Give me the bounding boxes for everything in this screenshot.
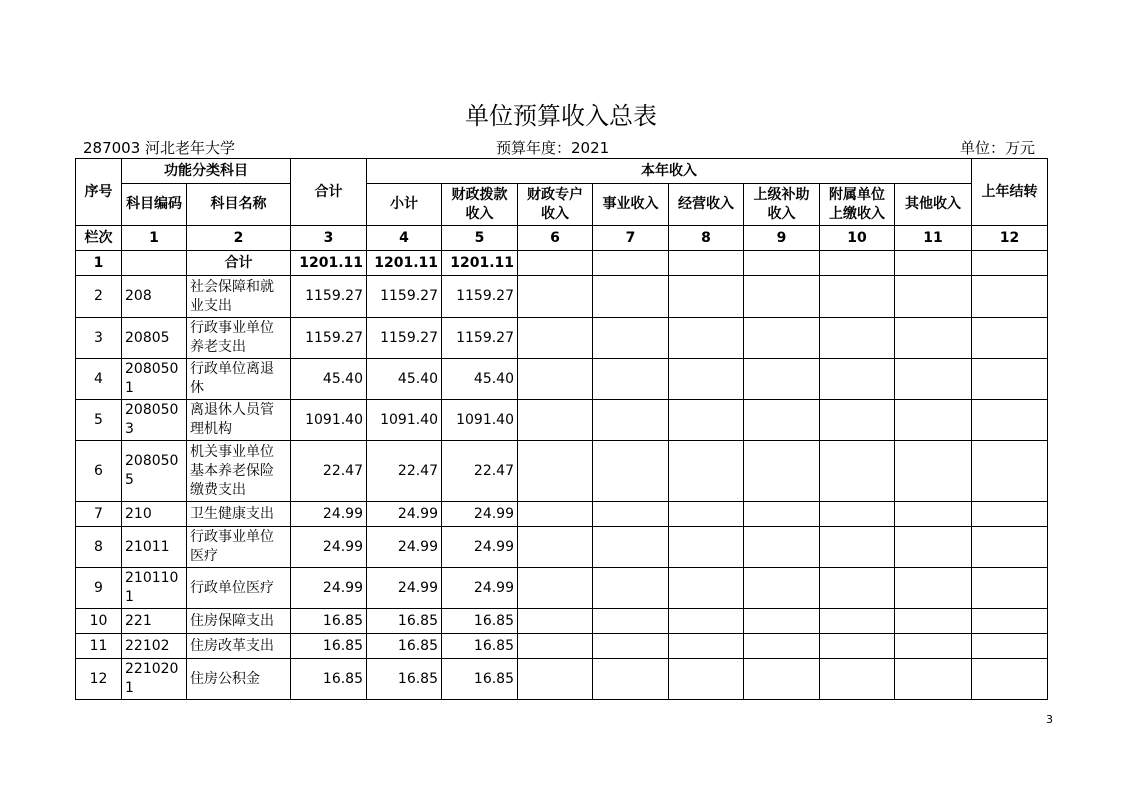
empty-cell <box>593 634 669 659</box>
empty-cell <box>744 527 820 568</box>
row-subtotal: 45.40 <box>367 359 442 400</box>
empty-cell <box>593 359 669 400</box>
empty-cell <box>972 251 1048 276</box>
row-subtotal: 16.85 <box>367 659 442 700</box>
page-title: 单位预算收入总表 <box>465 102 657 130</box>
row-seq: 3 <box>76 318 122 359</box>
row-subject-code <box>122 251 187 276</box>
row-fiscal-allocation: 16.85 <box>442 659 518 700</box>
empty-cell <box>744 276 820 318</box>
header-total: 合计 <box>291 159 367 226</box>
empty-cell <box>518 400 593 441</box>
row-subject-code: 22102 <box>122 634 187 659</box>
row-total: 16.85 <box>291 634 367 659</box>
empty-cell <box>669 527 744 568</box>
header-subject-name: 科目名称 <box>187 184 291 226</box>
empty-cell <box>593 527 669 568</box>
table-row <box>76 634 1048 659</box>
row-fiscal-allocation: 24.99 <box>442 527 518 568</box>
row-seq: 9 <box>76 568 122 609</box>
empty-cell <box>744 609 820 634</box>
empty-cell <box>518 568 593 609</box>
row-subject-name: 行政事业单位养老支出 <box>187 318 291 359</box>
row-fiscal-allocation: 45.40 <box>442 359 518 400</box>
column-number: 11 <box>895 226 972 251</box>
row-fiscal-allocation: 1091.40 <box>442 400 518 441</box>
header-subject-code: 科目编码 <box>122 184 187 226</box>
empty-cell <box>820 634 895 659</box>
empty-cell <box>972 634 1048 659</box>
row-subject-code: 2080503 <box>122 400 187 441</box>
table-row <box>76 251 1048 276</box>
table-row <box>76 400 1048 441</box>
page-number: 3 <box>1046 713 1053 726</box>
header-fiscal-special: 财政专户收入 <box>518 184 593 226</box>
empty-cell <box>669 251 744 276</box>
row-seq: 1 <box>76 251 122 276</box>
empty-cell <box>820 400 895 441</box>
empty-cell <box>593 502 669 527</box>
empty-cell <box>972 527 1048 568</box>
empty-cell <box>972 318 1048 359</box>
row-subject-code: 210 <box>122 502 187 527</box>
empty-cell <box>820 251 895 276</box>
row-subtotal: 16.85 <box>367 609 442 634</box>
row-seq: 2 <box>76 276 122 318</box>
empty-cell <box>895 251 972 276</box>
empty-cell <box>593 276 669 318</box>
row-total: 45.40 <box>291 359 367 400</box>
empty-cell <box>972 359 1048 400</box>
empty-cell <box>895 441 972 502</box>
empty-cell <box>744 659 820 700</box>
empty-cell <box>518 251 593 276</box>
empty-cell <box>518 502 593 527</box>
table-row <box>76 659 1048 700</box>
empty-cell <box>669 400 744 441</box>
empty-cell <box>820 659 895 700</box>
empty-cell <box>593 568 669 609</box>
header-subtotal: 小计 <box>367 184 442 226</box>
empty-cell <box>669 359 744 400</box>
row-seq: 6 <box>76 441 122 502</box>
row-subtotal: 24.99 <box>367 502 442 527</box>
empty-cell <box>972 568 1048 609</box>
empty-cell <box>744 441 820 502</box>
row-total: 24.99 <box>291 502 367 527</box>
row-subject-name: 住房保障支出 <box>187 609 291 634</box>
empty-cell <box>669 441 744 502</box>
empty-cell <box>895 527 972 568</box>
empty-cell <box>669 634 744 659</box>
empty-cell <box>972 441 1048 502</box>
empty-cell <box>744 634 820 659</box>
row-seq: 12 <box>76 659 122 700</box>
empty-cell <box>820 359 895 400</box>
row-subject-name: 行政事业单位医疗 <box>187 527 291 568</box>
empty-cell <box>972 609 1048 634</box>
column-number: 3 <box>291 226 367 251</box>
row-subject-name: 社会保障和就业支出 <box>187 276 291 318</box>
empty-cell <box>518 634 593 659</box>
empty-cell <box>972 659 1048 700</box>
empty-cell <box>895 634 972 659</box>
row-seq: 7 <box>76 502 122 527</box>
empty-cell <box>895 400 972 441</box>
empty-cell <box>518 659 593 700</box>
row-total: 1201.11 <box>291 251 367 276</box>
empty-cell <box>744 318 820 359</box>
header-func-class: 功能分类科目 <box>122 159 291 184</box>
row-total: 24.99 <box>291 527 367 568</box>
row-subject-code: 208 <box>122 276 187 318</box>
column-number: 7 <box>593 226 669 251</box>
empty-cell <box>669 318 744 359</box>
row-fiscal-allocation: 22.47 <box>442 441 518 502</box>
currency-unit: 单位：万元 <box>960 139 1036 157</box>
table-row <box>76 441 1048 502</box>
unit-name: 287003 河北老年大学 <box>83 139 236 157</box>
row-subtotal: 24.99 <box>367 527 442 568</box>
row-total: 22.47 <box>291 441 367 502</box>
row-seq: 8 <box>76 527 122 568</box>
header-last-year-balance: 上年结转 <box>972 159 1048 226</box>
row-total: 1091.40 <box>291 400 367 441</box>
empty-cell <box>669 502 744 527</box>
empty-cell <box>669 276 744 318</box>
row-total: 16.85 <box>291 659 367 700</box>
empty-cell <box>895 502 972 527</box>
row-seq: 5 <box>76 400 122 441</box>
row-subject-name: 离退休人员管理机构 <box>187 400 291 441</box>
table-row <box>76 276 1048 318</box>
empty-cell <box>593 441 669 502</box>
empty-cell <box>895 568 972 609</box>
column-number: 6 <box>518 226 593 251</box>
table-body <box>76 251 1048 700</box>
row-subject-name: 住房公积金 <box>187 659 291 700</box>
empty-cell <box>593 251 669 276</box>
empty-cell <box>895 609 972 634</box>
empty-cell <box>593 318 669 359</box>
row-subtotal: 24.99 <box>367 568 442 609</box>
empty-cell <box>518 318 593 359</box>
row-subject-name: 住房改革支出 <box>187 634 291 659</box>
row-fiscal-allocation: 16.85 <box>442 634 518 659</box>
row-fiscal-allocation: 1159.27 <box>442 276 518 318</box>
empty-cell <box>895 276 972 318</box>
row-subject-code: 2080501 <box>122 359 187 400</box>
row-fiscal-allocation: 24.99 <box>442 502 518 527</box>
empty-cell <box>593 659 669 700</box>
row-total: 1159.27 <box>291 318 367 359</box>
row-subject-code: 2210201 <box>122 659 187 700</box>
row-total: 16.85 <box>291 609 367 634</box>
row-fiscal-allocation: 1201.11 <box>442 251 518 276</box>
column-number-label: 栏次 <box>76 226 122 251</box>
row-subject-code: 21011 <box>122 527 187 568</box>
row-subject-code: 2101101 <box>122 568 187 609</box>
row-subject-name: 行政单位离退休 <box>187 359 291 400</box>
empty-cell <box>895 659 972 700</box>
empty-cell <box>820 441 895 502</box>
header-business-income: 事业收入 <box>593 184 669 226</box>
table-row <box>76 568 1048 609</box>
row-total: 24.99 <box>291 568 367 609</box>
row-subtotal: 16.85 <box>367 634 442 659</box>
empty-cell <box>744 400 820 441</box>
row-seq: 11 <box>76 634 122 659</box>
row-subject-name: 机关事业单位基本养老保险缴费支出 <box>187 441 291 502</box>
empty-cell <box>972 502 1048 527</box>
header-operating-income: 经营收入 <box>669 184 744 226</box>
empty-cell <box>820 276 895 318</box>
empty-cell <box>518 359 593 400</box>
row-subtotal: 1091.40 <box>367 400 442 441</box>
empty-cell <box>744 251 820 276</box>
empty-cell <box>895 318 972 359</box>
row-subject-name: 行政单位医疗 <box>187 568 291 609</box>
column-number: 8 <box>669 226 744 251</box>
empty-cell <box>895 359 972 400</box>
table-row <box>76 359 1048 400</box>
column-number: 10 <box>820 226 895 251</box>
empty-cell <box>518 441 593 502</box>
column-number: 5 <box>442 226 518 251</box>
budget-year: 预算年度：2021 <box>496 139 610 157</box>
header-superior-subsidy: 上级补助收入 <box>744 184 820 226</box>
column-number: 9 <box>744 226 820 251</box>
empty-cell <box>518 276 593 318</box>
header-affiliated-payment: 附属单位上缴收入 <box>820 184 895 226</box>
empty-cell <box>669 659 744 700</box>
table-row <box>76 609 1048 634</box>
empty-cell <box>820 527 895 568</box>
empty-cell <box>744 568 820 609</box>
row-fiscal-allocation: 24.99 <box>442 568 518 609</box>
header-current-income: 本年收入 <box>367 159 972 184</box>
row-subtotal: 1159.27 <box>367 276 442 318</box>
row-fiscal-allocation: 16.85 <box>442 609 518 634</box>
empty-cell <box>518 609 593 634</box>
budget-income-table <box>75 158 1048 700</box>
row-fiscal-allocation: 1159.27 <box>442 318 518 359</box>
empty-cell <box>820 318 895 359</box>
row-subtotal: 22.47 <box>367 441 442 502</box>
column-number: 12 <box>972 226 1048 251</box>
header-fiscal-allocation: 财政拨款收入 <box>442 184 518 226</box>
empty-cell <box>972 400 1048 441</box>
row-subject-name: 卫生健康支出 <box>187 502 291 527</box>
column-number: 2 <box>187 226 291 251</box>
row-total: 1159.27 <box>291 276 367 318</box>
row-subject-code: 20805 <box>122 318 187 359</box>
empty-cell <box>820 609 895 634</box>
empty-cell <box>518 527 593 568</box>
row-subject-code: 2080505 <box>122 441 187 502</box>
row-subtotal: 1201.11 <box>367 251 442 276</box>
column-number: 4 <box>367 226 442 251</box>
table-row <box>76 527 1048 568</box>
column-number: 1 <box>122 226 187 251</box>
header-other-income: 其他收入 <box>895 184 972 226</box>
row-subject-name: 合计 <box>187 251 291 276</box>
empty-cell <box>593 400 669 441</box>
table-row <box>76 502 1048 527</box>
empty-cell <box>820 568 895 609</box>
empty-cell <box>972 276 1048 318</box>
empty-cell <box>820 502 895 527</box>
table-row <box>76 318 1048 359</box>
row-seq: 10 <box>76 609 122 634</box>
empty-cell <box>669 609 744 634</box>
row-subtotal: 1159.27 <box>367 318 442 359</box>
row-subject-code: 221 <box>122 609 187 634</box>
header-seq: 序号 <box>76 159 122 226</box>
empty-cell <box>593 609 669 634</box>
empty-cell <box>669 568 744 609</box>
row-seq: 4 <box>76 359 122 400</box>
empty-cell <box>744 502 820 527</box>
empty-cell <box>744 359 820 400</box>
